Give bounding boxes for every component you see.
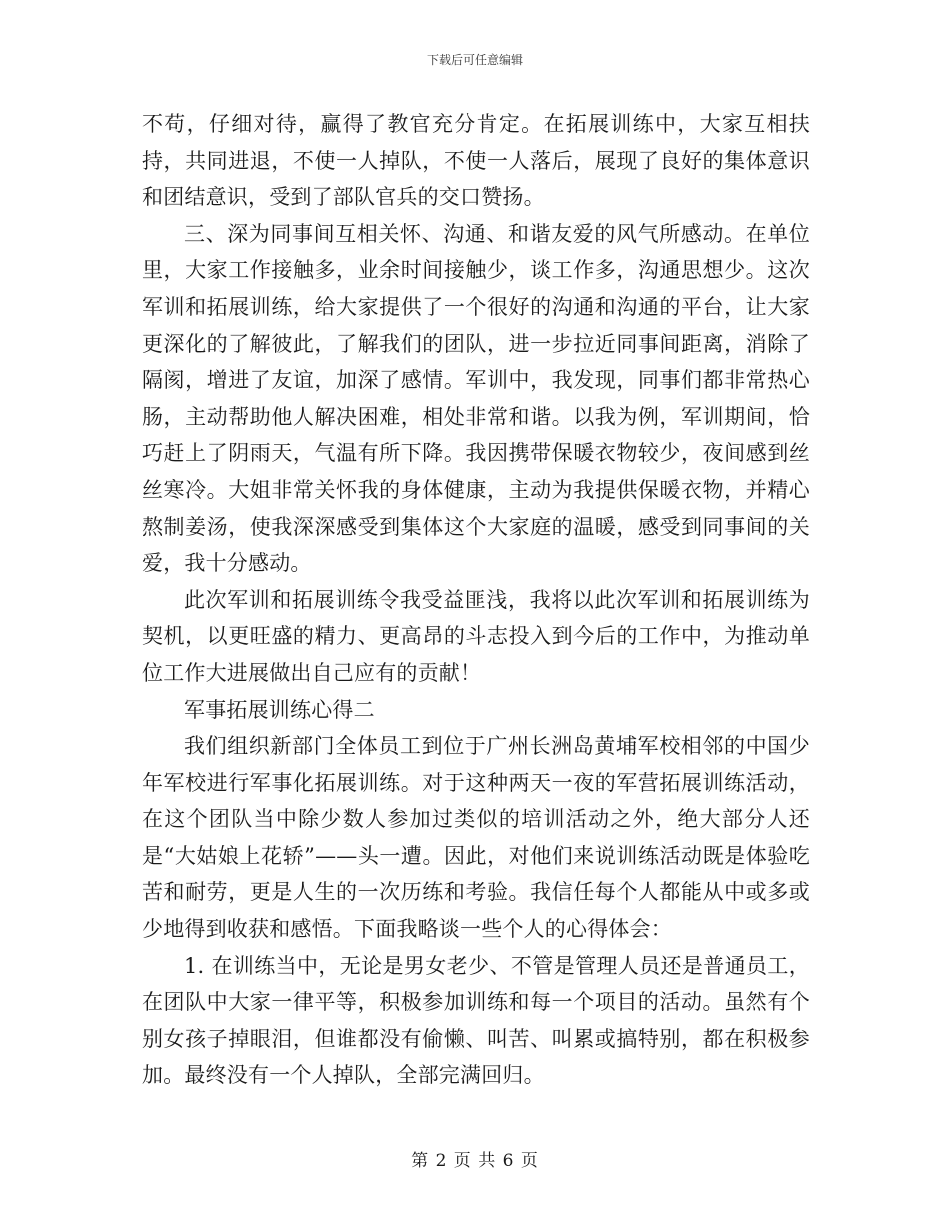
- paragraph-continuation: 不苟，仔细对待，赢得了教官充分肯定。在拓展训练中，大家互相扶持，共同进退，不使一人掉队，不使一人落后，展现了良好的集体意识和团结意识，受到了部队官兵的交口赞扬。: [142, 112, 810, 210]
- page-header: 下载后可任意编辑: [426, 53, 523, 67]
- paragraph-conclusion: 此次军训和拓展训练令我受益匪浅，我将以此次军训和拓展训练为契机，以更旺盛的精力、更高昂的斗志投入到今后的工作中，为推动单位工作大进展做出自己应有的贡献！: [142, 587, 810, 685]
- paragraph-point-one: 1. 在训练当中，无论是男女老少、不管是管理人员还是普通员工，在团队中大家一律平等，积极参加训练和每一个项目的活动。虽然有个别女孩子掉眼泪，但谁都没有偷懒、叫苦、叫累或搞特别，都在积极参加。最终没有一个人掉队，全部完满回归。: [142, 953, 810, 1088]
- paragraph-intro: 我们组织新部门全体员工到位于广州长洲岛黄埔军校相邻的中国少年军校进行军事化拓展训练。对于这种两天一夜的军营拓展训练活动，在这个团队当中除少数人参加过类似的培训活动之外，绝大部分人还是“大姑娘上花轿”——头一遭。因此，对他们来说训练活动既是体验吃苦和耐劳，更是人生的一次历练和考验。我信任每个人都能从中或多或少地得到收获和感悟。下面我略谈一些个人的心得体会：: [142, 734, 810, 942]
- document-body: [142, 106, 810, 1094]
- paragraph-colleague-care: 三、深为同事间互相关怀、沟通、和谐友爱的风气所感动。在单位里，大家工作接触多，业余时间接触少，谈工作多，沟通思想少。这次军训和拓展训练，给大家提供了一个很好的沟通和沟通的平台，让大家更深化的了解彼此，了解我们的团队，进一步拉近同事间距离，消除了隔阂，增进了友谊，加深了感情。军训中，我发现，同事们都非常热心肠，主动帮助他人解决困难，相处非常和谐。以我为例，军训期间，恰巧赶上了阴雨天，气温有所下降。我因携带保暖衣物较少，夜间感到丝丝寒冷。大姐非常关怀我的身体健康，主动为我提供保暖衣物，并精心熬制姜汤，使我深深感受到集体这个大家庭的温暖，感受到同事间的关爱，我十分感动。: [142, 221, 810, 576]
- section-heading: 军事拓展训练心得二: [184, 697, 375, 722]
- page-footer: 第 2 页 共 6 页: [411, 1151, 539, 1171]
